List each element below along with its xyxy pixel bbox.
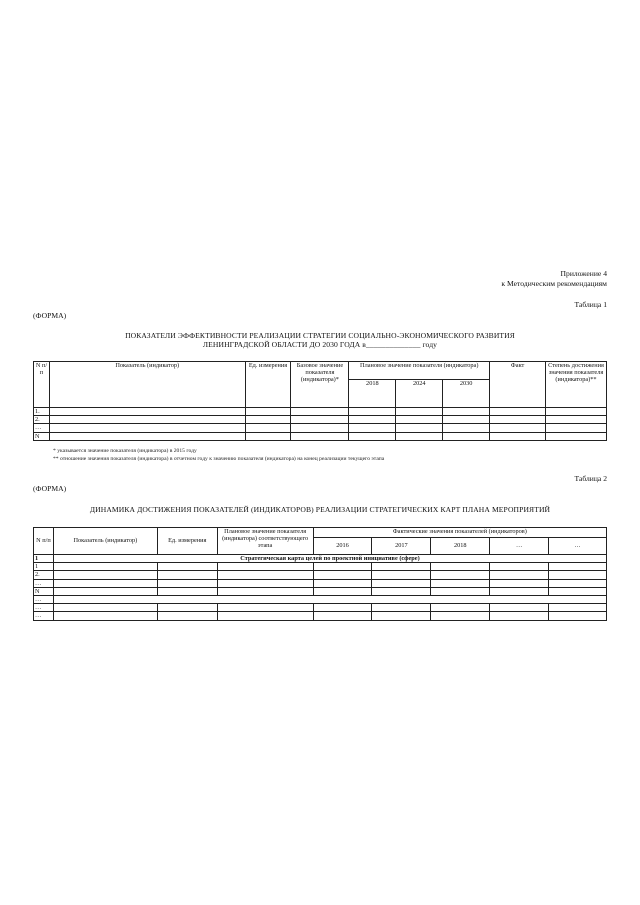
table-row xyxy=(34,579,607,587)
table1-title-line2: ЛЕНИНГРАДСКОЙ ОБЛАСТИ ДО 2030 ГОДА в______________ году xyxy=(202,340,438,349)
t1-header-degree: Степень достижения значения показателя (индикатора)** xyxy=(545,362,606,408)
table1-title-line1: ПОКАЗАТЕЛИ ЭФФЕКТИВНОСТИ РЕАЛИЗАЦИИ СТРАТЕГИИ СОЦИАЛЬНО-ЭКОНОМИЧЕСКОГО РАЗВИТИЯ xyxy=(125,331,515,340)
table2 xyxy=(33,527,607,621)
t2-year: 2018 xyxy=(431,538,490,555)
table-row xyxy=(34,424,607,432)
t1-year: 2018 xyxy=(349,380,396,408)
t2-year: … xyxy=(549,538,607,555)
t1-header-indicator: Показатель (индикатор) xyxy=(49,362,245,408)
table-row xyxy=(34,432,607,440)
table1-title xyxy=(30,331,610,349)
t2-year: … xyxy=(490,538,549,555)
table-row xyxy=(34,596,607,604)
table1 xyxy=(33,361,607,441)
appendix-header xyxy=(501,269,607,289)
row-num: N xyxy=(34,432,50,440)
t2-year: 2016 xyxy=(313,538,372,555)
t1-header-base: Базовое значение показателя (индикатора)* xyxy=(291,362,349,408)
table1-note2: ** отношение значения показателя (индикатора) в отчетном году к значению показателя (индикатора) на конец реализации текущего этапа xyxy=(53,455,385,462)
table-row xyxy=(34,587,607,595)
t1-year: 2030 xyxy=(443,380,490,408)
table1-note1: * указывается значение показателя (индикатора) в 2015 году xyxy=(53,448,197,454)
t2-header-indicator: Показатель (индикатор) xyxy=(53,528,157,555)
t2-header-fact: Фактические значения показателей (индикаторов) xyxy=(313,528,606,538)
table1-label: Таблица 1 xyxy=(574,300,607,309)
t2-year: 2017 xyxy=(372,538,431,555)
section-row xyxy=(34,555,607,563)
row-num: … xyxy=(34,612,54,620)
t1-year: 2024 xyxy=(396,380,443,408)
row-num: N xyxy=(34,587,54,595)
table2-label: Таблица 2 xyxy=(574,474,607,483)
section-title: Стратегическая карта целей по проектной инициативе (сфере) xyxy=(53,555,606,563)
table-row xyxy=(34,604,607,612)
row-num: 1. xyxy=(34,408,50,416)
row-num: 2. xyxy=(34,571,54,579)
table1-notes xyxy=(53,448,384,463)
appendix-line2: к Методическим рекомендациям xyxy=(501,279,607,288)
table2-title: ДИНАМИКА ДОСТИЖЕНИЯ ПОКАЗАТЕЛЕЙ (ИНДИКАТОРОВ) РЕАЛИЗАЦИИ СТРАТЕГИЧЕСКИХ КАРТ ПЛАНА МЕРОПРИЯТИЙ xyxy=(89,505,551,514)
row-num: … xyxy=(34,604,54,612)
table2-forma: (ФОРМА) xyxy=(33,484,67,493)
row-num: … xyxy=(34,579,54,587)
row-num: 1 xyxy=(34,563,54,571)
table-row xyxy=(34,563,607,571)
t2-header-num: N п/п xyxy=(34,528,54,555)
row-num: … xyxy=(34,596,54,604)
t1-header-num: N п/п xyxy=(34,362,50,408)
t1-header-plan: Плановое значение показателя (индикатора) xyxy=(349,362,490,380)
row-num: … xyxy=(34,424,50,432)
table-row xyxy=(34,571,607,579)
t2-header-unit: Ед. измерения xyxy=(157,528,217,555)
t1-header-unit: Ед. измерения xyxy=(245,362,291,408)
table-row xyxy=(34,416,607,424)
t1-header-fact: Факт xyxy=(490,362,546,408)
t2-header-plan: Плановое значение показателя (индикатора) соответствующего этапа xyxy=(217,528,313,555)
row-num: 2. xyxy=(34,416,50,424)
table-row xyxy=(34,612,607,620)
section-num: 1 xyxy=(34,555,54,563)
table-row xyxy=(34,408,607,416)
appendix-line1: Приложение 4 xyxy=(560,269,607,278)
table1-forma: (ФОРМА) xyxy=(33,311,67,320)
